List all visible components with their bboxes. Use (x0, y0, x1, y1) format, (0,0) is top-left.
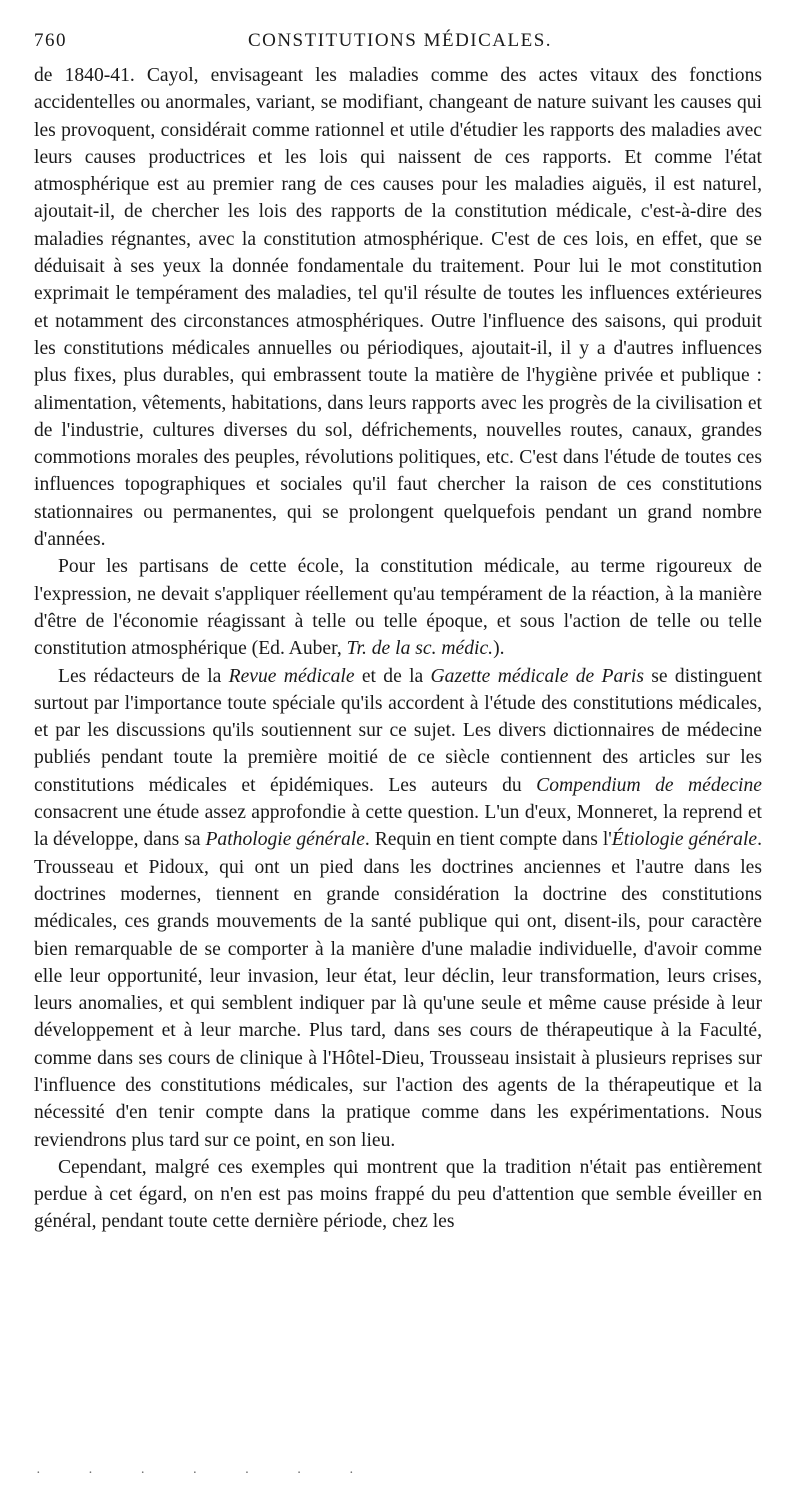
book-title: Pathologie générale (205, 829, 365, 851)
paragraph-text: se distinguent surtout par l'importance toute spéciale qu'ils accordent à l'étude des constitutions médicales, et par les discussions qu'ils soutiennent sur ce sujet. Les divers dictionnaires de médecine publiés pendant toute la première moitié de ce siècle contiennent des articles sur les constitutions médicales et épidémiques. Les auteurs du (34, 665, 762, 796)
page-number: 760 (34, 30, 67, 51)
paragraph-text: consacrent une étude assez approfondie à cette question. L'un d'eux, Monneret, la reprend et la développe, dans sa (34, 802, 762, 851)
paragraph-cayol (34, 62, 762, 553)
citation-title: Tr. de la sc. médic. (346, 638, 494, 660)
paragraph-text: Les rédacteurs de la (58, 665, 229, 687)
paragraph-text: Cependant, malgré ces exemples qui montrent que la tradition n'était pas entièrement perdue à cet égard, on n'en est pas moins frappé du peu d'attention que semble éveiller en général, pendant toute cette dernière période, chez les (34, 1156, 762, 1233)
paragraph-school (34, 553, 762, 662)
paragraph-text: . Requin en tient compte dans l' (364, 829, 612, 851)
paragraph-text: Pour les partisans de cette école, la constitution médicale, au terme rigoureux de l'expression, ne devait s'appliquer réellement qu'au tempérament de la réaction, à la manière d'être de l'économie réagissant à telle ou telle époque, et sous l'action de telle ou telle constitution atmosphérique (Ed. Auber, (34, 556, 762, 660)
journal-title: Revue médicale (228, 665, 355, 687)
paragraph-redacteurs (34, 663, 762, 1154)
running-head (34, 30, 766, 58)
paragraph-text: de 1840-41. Cayol, envisageant les maladies comme des actes vitaux des fonctions accidentelles ou anormales, variant, se modifiant, changeant de nature suivant les causes qui les provoquent, considérait comme rationnel et utile d'étudier les rapports des maladies avec leurs causes productrices et les lois qui naissent de ces rapports. Et comme l'état atmosphérique est au premier rang de ces causes pour les maladies aiguës, il est naturel, ajoutait-il, de chercher les lois des rapports de la constitution médicale, c'est-à-dire des maladies régnantes, avec la constitution atmosphérique. C'est de ces lois, en effet, que se déduisait à ses yeux la donnée fondamentale du traitement. Pour lui le mot constitution exprimait le tempérament des maladies, tel qu'il résulte de toutes les influences extérieures et notamment des circonstances atmosphériques. Outre l'influence des saisons, qui produit les constitutions médicales annuelles ou périodiques, ajoutait-il, il y a d'autres influences plus fixes, plus durables, qui embrassent toute la matière de l'hygiène privée et publique : alimentation, vêtements, habitations, dans leurs rapports avec les progrès de la civilisation et de l'industrie, cultures diverses du sol, défrichements, nouvelles routes, canaux, grandes commotions morales des peuples, révolutions politiques, etc. C'est dans l'étude de toutes ces influences topographiques et sociales qu'il faut chercher la raison de ces constitutions stationnaires ou permanentes, qui se prolongent quelquefois pendant un grand nombre d'années. (34, 65, 762, 551)
paragraph-cependant (34, 1154, 762, 1236)
body-text (34, 62, 762, 1236)
book-title: Compendium de médecine (536, 774, 762, 796)
page-noise-dots: · · · · · · · (36, 1466, 376, 1481)
journal-title: Gazette médicale de Paris (430, 665, 644, 687)
paragraph-text: et de la (354, 665, 431, 687)
book-title: Étiologie générale (611, 829, 758, 851)
paragraph-text: . Trousseau et Pidoux, qui ont un pied dans les doctrines anciennes et l'autre dans les doctrines modernes, tiennent en grande considération la doctrine des constitutions médicales, ces grands mouvements de la santé publique qui ont, disent-ils, pour caractère bien remarquable de se comporter à la manière d'une maladie individuelle, d'avoir comme elle leur opportunité, leur invasion, leur état, leur déclin, leur transformation, leurs crises, leurs anomalies, et qui semblent indiquer par là qu'une seule et même cause préside à leur développement et à leur marche. Plus tard, dans ses cours de thérapeutique à la Faculté, comme dans ses cours de clinique à l'Hôtel-Dieu, Trousseau insistait à plusieurs reprises sur l'influence des constitutions médicales, sur l'action des agents de la thérapeutique et la nécessité d'en tenir compte dans la pratique comme dans les expérimentations. Nous reviendrons plus tard sur ce point, en son lieu. (34, 829, 762, 1151)
running-title: CONSTITUTIONS MÉDICALES. (247, 30, 553, 51)
paragraph-text: ). (493, 638, 505, 660)
